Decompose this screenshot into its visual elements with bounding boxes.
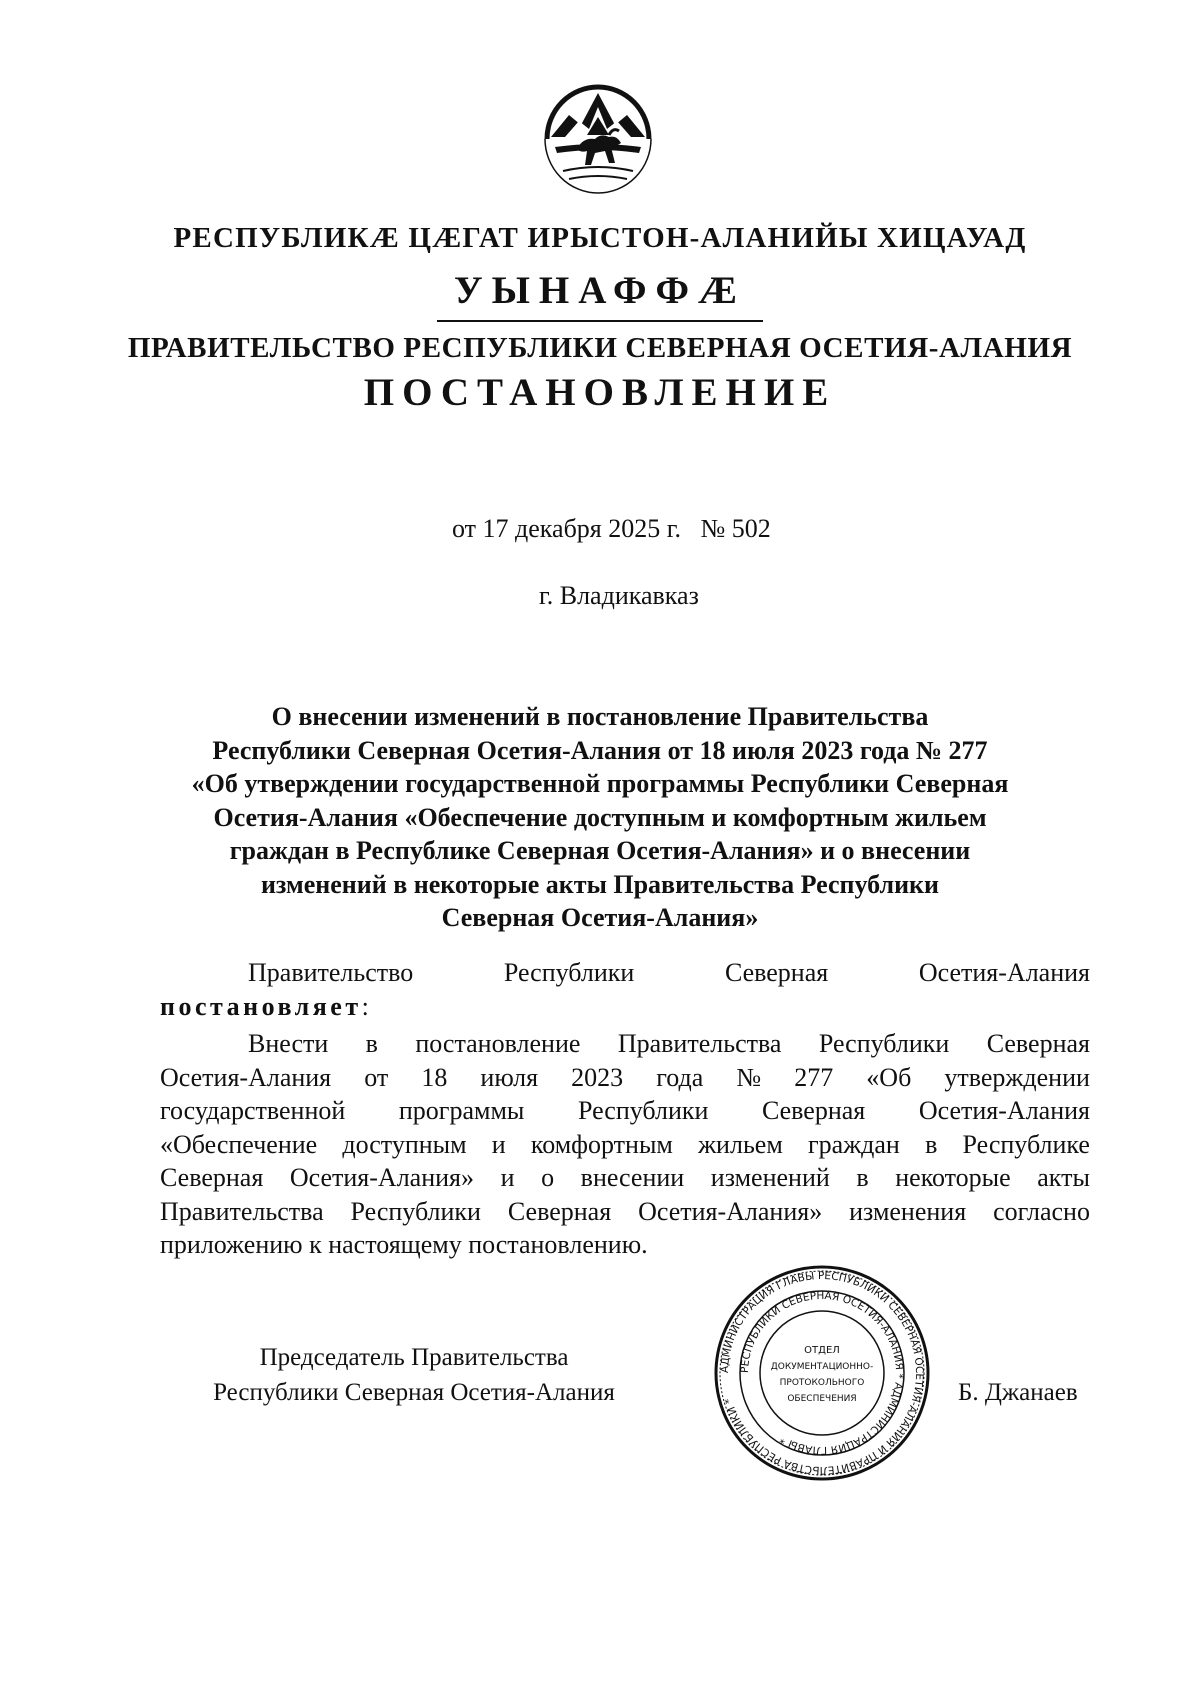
body-word: Северная — [160, 1163, 264, 1192]
subject-line: О внесении изменений в постановление Правительства — [271, 702, 929, 731]
body-word: изменения — [849, 1196, 967, 1226]
body-word: Республики — [577, 1096, 709, 1125]
ossetian-government-heading: РЕСПУБЛИКÆ ЦÆГАТ ИРЫСТОН-АЛАНИЙЫ ХИЦАУАД — [173, 222, 1027, 254]
stamp-center-line: ПРОТОКОЛЬНОГО — [779, 1378, 865, 1388]
body-word: акты — [1037, 1163, 1090, 1192]
decree-keyword: постановляет — [160, 991, 362, 1021]
document-subject — [160, 700, 1040, 935]
body-word: согласно — [993, 1196, 1090, 1226]
body-word: № — [736, 1062, 762, 1092]
body-word: доступным — [342, 1129, 467, 1159]
intro-word: Северная — [724, 958, 829, 987]
body-word: Осетия-Алания — [918, 1096, 1090, 1125]
subject-line: изменений в некоторые акты Правительства Республики — [260, 869, 940, 899]
body-word: в — [365, 1029, 378, 1058]
stamp-outer-ring-text: АДМИНИСТРАЦИЯ ГЛАВЫ РЕСПУБЛИКИ СЕВЕРНАЯ ОСЕТИЯ-АЛАНИЯ И ПРАВИТЕЛЬСТВА РЕСПУБЛИКИ * — [718, 1269, 926, 1477]
body-word: июля — [480, 1062, 539, 1092]
body-word: изменений — [710, 1163, 830, 1192]
signer-position-line: Председатель Правительства — [259, 1344, 569, 1371]
coat-of-arms-icon — [539, 77, 657, 197]
decree-colon: : — [361, 991, 369, 1021]
date-and-number: от 17 декабря 2025 г. № 502 — [452, 514, 771, 543]
subject-line: «Об утверждении государственной программы Республики Северная — [191, 769, 1009, 798]
subject-line: Северная Осетия-Алания» — [441, 903, 759, 932]
stamp-center-line: ДОКУМЕНТАЦИОННО- — [770, 1362, 874, 1372]
body-word: «Обеспечение — [160, 1129, 318, 1159]
body-line: приложению к настоящему постановлению. — [160, 1230, 648, 1259]
body-word: Северная — [761, 1096, 866, 1125]
body-word: «Об — [866, 1062, 912, 1092]
body-word: комфортным — [530, 1129, 673, 1159]
body-word: Правительства — [160, 1196, 324, 1226]
subject-line: Республики Северная Осетия-Алания от 18 июля 2023 года № 277 — [212, 735, 988, 765]
body-word: Осетия-Алания» — [638, 1196, 823, 1226]
body-word: в — [856, 1163, 869, 1192]
body-line — [160, 1161, 1090, 1195]
body-line — [160, 1027, 1090, 1061]
body-word: некоторые — [895, 1163, 1011, 1192]
body-word: Внести — [248, 1029, 329, 1058]
russian-government-heading: ПРАВИТЕЛЬСТВО РЕСПУБЛИКИ СЕВЕРНАЯ ОСЕТИЯ-АЛАНИЯ — [127, 332, 1073, 364]
decree-intro — [160, 956, 1090, 1023]
decree-body — [160, 1027, 1090, 1262]
body-word: в — [925, 1129, 938, 1159]
city: г. Владикавказ — [539, 581, 699, 610]
body-word: 277 — [794, 1062, 834, 1092]
official-stamp — [712, 1263, 932, 1483]
body-word: 18 — [421, 1062, 448, 1092]
body-line — [160, 1128, 1090, 1162]
stamp-center-line: ОБЕСПЕЧЕНИЯ — [787, 1394, 857, 1404]
body-word: о — [541, 1163, 555, 1192]
body-line — [160, 1061, 1090, 1095]
body-word: Осетия-Алания — [160, 1062, 332, 1092]
body-word: и — [500, 1163, 515, 1192]
body-word: от — [364, 1062, 389, 1092]
body-line — [160, 1195, 1090, 1229]
body-word: Республики — [350, 1196, 481, 1226]
russian-document-title: ПОСТАНОВЛЕНИЕ — [363, 371, 837, 414]
body-word: Республике — [962, 1129, 1090, 1159]
body-word: жильем — [698, 1129, 783, 1159]
signer-position-line: Республики Северная Осетия-Алания — [213, 1379, 615, 1406]
stamp-center-line: ОТДЕЛ — [804, 1345, 840, 1356]
body-word: Осетия-Алания» — [289, 1163, 475, 1192]
signer-name: Б. Джанаев — [958, 1379, 1078, 1406]
signer-position — [178, 1340, 650, 1410]
ossetian-document-title: УЫНАФФÆ — [454, 269, 746, 312]
stamp-inner-ring-text: РЕСПУБЛИКИ СЕВЕРНАЯ ОСЕТИЯ-АЛАНИЯ * АДМИНИСТРАЦИЯ ГЛАВЫ * — [738, 1289, 906, 1457]
body-word: и — [491, 1129, 506, 1159]
body-word: Правительства — [617, 1029, 782, 1058]
body-word: государственной — [160, 1096, 346, 1125]
body-word: граждан — [808, 1129, 900, 1159]
body-line — [160, 1094, 1090, 1128]
intro-word: Правительство — [248, 958, 414, 987]
subject-line: граждан в Республике Северная Осетия-Алания» и о внесении — [229, 836, 971, 865]
body-word: 2023 — [571, 1062, 624, 1092]
intro-word: Республики — [503, 958, 635, 987]
body-word: Республики — [818, 1029, 950, 1058]
intro-word: Осетия-Алания — [918, 958, 1090, 987]
body-word: года — [656, 1062, 704, 1092]
subject-line: Осетия-Алания «Обеспечение доступным и комфортным жильем — [213, 802, 987, 832]
body-word: внесении — [580, 1163, 685, 1192]
body-word: постановление — [415, 1029, 581, 1058]
body-word: утверждении — [944, 1062, 1090, 1092]
body-word: программы — [398, 1096, 525, 1125]
body-word: Северная — [986, 1029, 1090, 1058]
title-underline — [437, 320, 763, 322]
body-word: Северная — [507, 1196, 612, 1226]
